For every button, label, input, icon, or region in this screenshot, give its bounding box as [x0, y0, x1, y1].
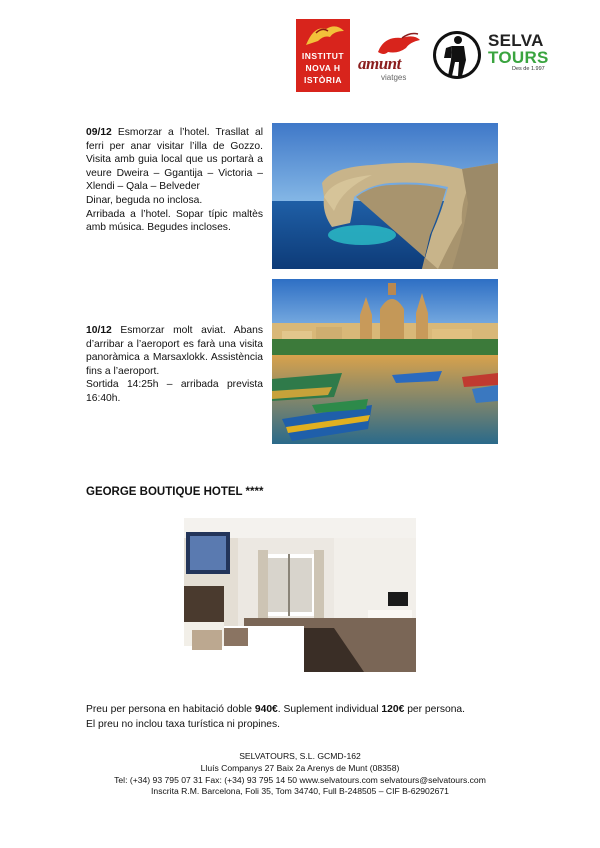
day-text: d’arribar a l’aeroport es farà una visita panoràmica a Marsaxlokk. Assistència fins a l’aeroport. — [86, 338, 263, 377]
logo-text-2: NOVA H — [305, 63, 341, 73]
itinerary-day-1 — [86, 126, 263, 235]
price-note: El preu no inclou taxa turística ni propines. — [86, 718, 281, 730]
footer-contact: Tel: (+34) 93 795 07 31 Fax: (+34) 93 795 14 50 www.selvatours.com selvatours@selvatours.com — [114, 774, 486, 785]
day-text: Arribada a l’hotel. Sopar típic maltès amb música. Begudes incloses. — [86, 208, 263, 234]
price-info — [86, 703, 465, 732]
winged-figure-icon — [296, 19, 350, 49]
selva-tours-logo — [432, 28, 552, 82]
footer — [0, 751, 600, 798]
selva-since: Des de 1.997 — [512, 66, 545, 72]
day-text: Sortida 14:25h – arribada prevista 16:40h. — [86, 379, 263, 404]
institut-nova-historia-logo — [296, 19, 350, 92]
amunt-viatges-logo — [358, 32, 424, 82]
amunt-subtitle: viatges — [381, 73, 407, 82]
hotel-title: GEORGE BOUTIQUE HOTEL **** — [86, 486, 264, 498]
day-date: 10/12 — [86, 325, 112, 336]
day-text: ferri per anar visitar l’illa de Gozzo. Visita amb guia local que us portarà a veure Dweira – Ggantija – Victoria – Xlendi – Qala – Belveder — [86, 140, 263, 193]
day-text: Dinar, beguda no inclosa. — [86, 194, 203, 206]
price-text: Preu per persona en habitació doble — [86, 704, 255, 715]
price-text: . Suplement individual — [277, 704, 382, 715]
itinerary-day-2 — [86, 324, 263, 406]
footer-company: SELVATOURS, S.L. GCMD-162 — [239, 751, 361, 761]
tours-text: TOURS — [488, 48, 549, 67]
price-text: per persona. — [404, 704, 466, 715]
hiker-silhouette-icon — [432, 28, 486, 82]
double-room-price: 940€ — [254, 704, 278, 715]
day-date: 09/12 — [86, 127, 112, 138]
footer-address: Lluís Companys 27 Baix 2a Arenys de Munt (08358) — [200, 762, 400, 773]
logo-text-1: INSTITUT — [301, 51, 345, 61]
selva-text: SELVA — [488, 31, 544, 50]
amunt-wordmark: amunt — [358, 54, 401, 73]
footer-registration: Inscrita R.M. Barcelona, Foli 35, Tom 34740, Full B-248505 – CIF B-62902671 — [151, 786, 449, 797]
single-supplement-price: 120€ — [381, 704, 405, 715]
logo-text-3: ISTÒRIA — [304, 75, 342, 85]
day-text: Esmorzar a l’hotel. Trasllat al — [117, 127, 263, 138]
day-text: Esmorzar molt aviat. Abans — [120, 325, 263, 336]
azure-window-photo — [272, 123, 498, 269]
hotel-room-photo — [184, 518, 416, 672]
marsaxlokk-harbour-photo — [272, 279, 498, 444]
